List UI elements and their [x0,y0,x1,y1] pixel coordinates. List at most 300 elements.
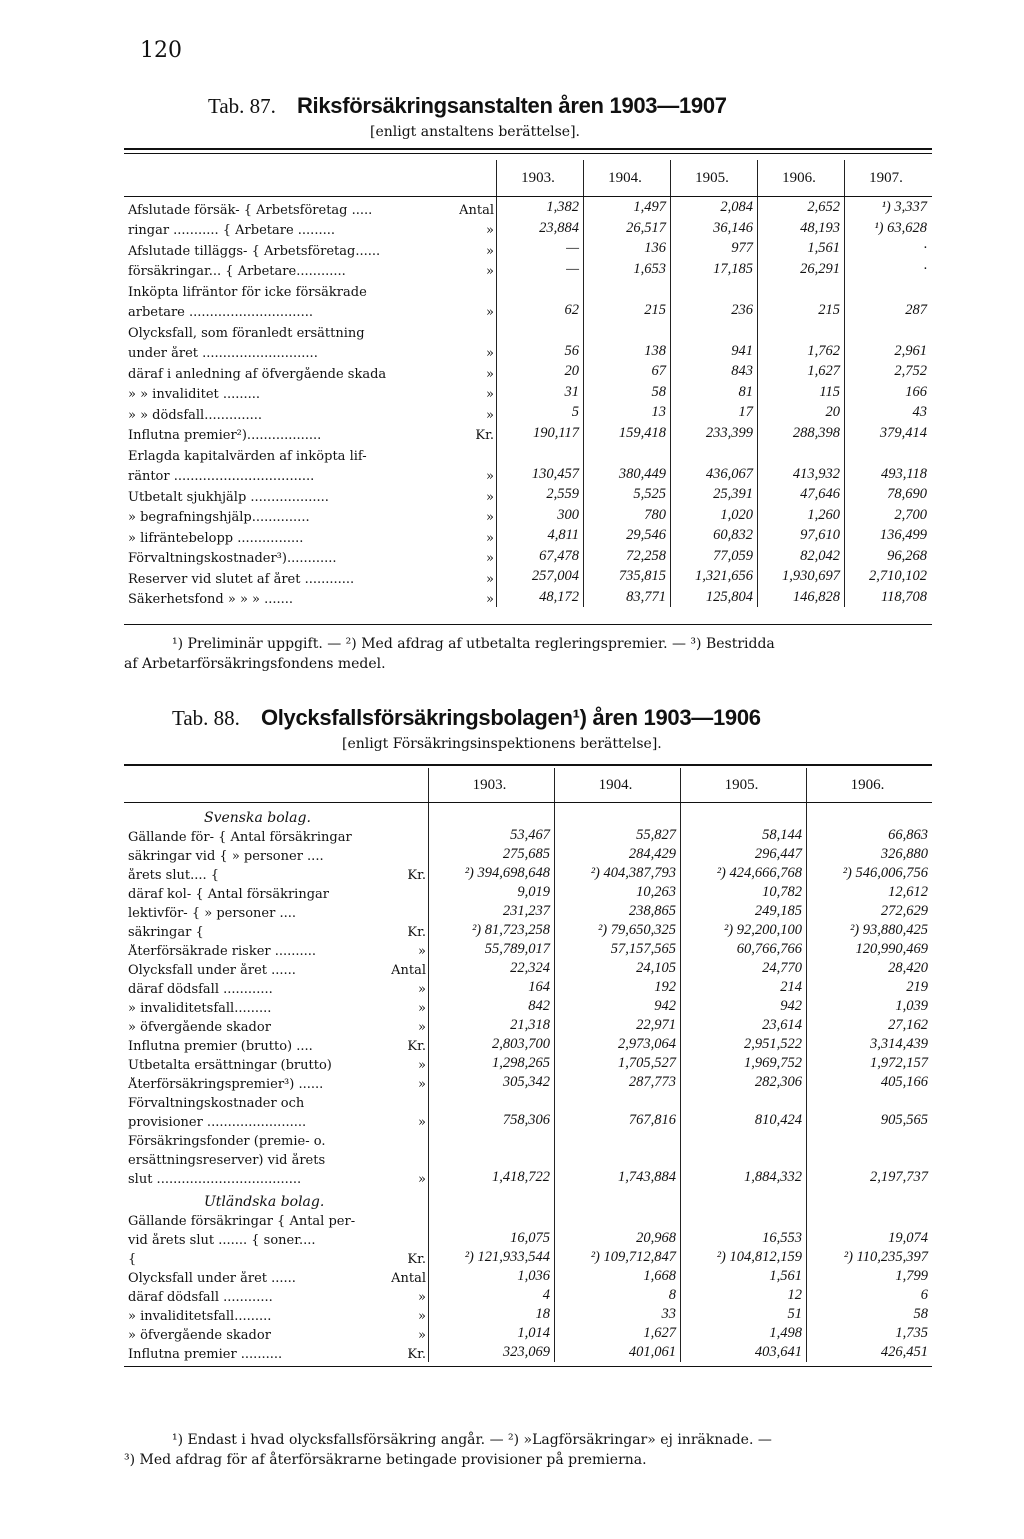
tab87-row-label: Afslutade försäk- { Arbetsföretag ..... [128,202,373,218]
tab87-bottom-rule [124,624,932,625]
tab87-row-unit: » [486,305,494,320]
tab87-cell: 72,258 [583,546,670,567]
tab88-cell [428,1130,554,1149]
tab87-row [124,218,932,239]
tab87-cell [670,320,757,341]
tab87-cell: 1,260 [757,505,844,526]
tab88-cell: 942 [554,997,680,1016]
tab88-row-unit: » [418,944,426,959]
tab88-row-label: { [128,1252,137,1267]
tab88-cell: 1,014 [428,1324,554,1343]
tab87-cell: 1,627 [757,361,844,382]
tab88-footnote-1: ¹) Endast i hvad olycksfallsförsäkring angår. — ²) »Lagförsäkringar» ej inräknade. — [172,1432,772,1448]
tab87-row-unit: » [486,530,494,546]
tab88-section-cell-foreign-3 [806,1187,932,1210]
tab88-cell: ²) 109,712,847 [554,1248,680,1267]
tab88-section-label-foreign: Utländska bolag. [204,1194,325,1210]
tab88-cell [428,1210,554,1229]
tab88-cell: ²) 81,723,258 [428,921,554,940]
tab88-cell: 164 [428,978,554,997]
tab88-row-label: däraf dödsfall ............ [128,1290,273,1305]
tab88-row [124,1286,932,1305]
tab88-cell: 22,971 [554,1016,680,1035]
tab88-row [124,864,932,883]
tab88-row-unit: Kr. [407,1039,426,1054]
tab88-section-foreign [124,1187,932,1210]
tab88-row [124,1054,932,1073]
tab88-cell: 1,735 [806,1324,932,1343]
tab87-cell: 2,652 [757,197,844,218]
tab88-row [124,826,932,845]
tab88-row-label: Återförsäkrade risker .......... [128,944,317,959]
tab87-cell: 288,398 [757,423,844,444]
tab87-cell [583,279,670,300]
tab87-cell [496,279,583,300]
tab88-row-label: » invaliditetsfall......... [128,1309,272,1324]
tab88-footnote-2: ³) Med afdrag för af återförsäkrarne betingade provisioner på premierna. [124,1452,647,1468]
tab88-row [124,902,932,921]
tab87-cell: 2,700 [844,505,931,526]
tab87-cell [844,320,931,341]
tab87-cell: 118,708 [844,587,931,608]
tab87-row-unit: » [486,551,494,566]
tab88-row-unit: » [418,1058,426,1073]
tab88-section-cell-foreign-0 [428,1187,554,1210]
tab88-cell: ²) 79,650,325 [554,921,680,940]
tab87-row [124,320,932,341]
tab87-row-label: Säkerhetsfond » » » ....... [128,592,294,607]
tab88-year-3: 1906. [806,768,932,802]
tab88-cell: 21,318 [428,1016,554,1035]
tab88-cell: 305,342 [428,1073,554,1092]
tab88-title: Olycksfallsförsäkringsbolagen¹) åren 1903—1906 [260,705,761,730]
tab87-cell: 29,546 [583,525,670,546]
tab88-cell: 767,816 [554,1111,680,1130]
tab87-cell: ¹) 63,628 [844,218,931,239]
tab87-year-1: 1904. [583,160,670,196]
tab87-row-label: Olycksfall, som föranledt ersättning [128,325,365,341]
tab87-cell: — [496,238,583,259]
tab87-cell [583,320,670,341]
tab88-cell: 810,424 [680,1111,806,1130]
tab88-row [124,845,932,864]
tab87-cell: 17 [670,402,757,423]
tab87-cell [583,443,670,464]
tab88-cell: 6 [806,1286,932,1305]
tab88-cell: 282,306 [680,1073,806,1092]
tab88-row-unit: Kr. [407,1252,426,1267]
tab88-cell: 16,553 [680,1229,806,1248]
tab87-row [124,259,932,280]
tab87-cell [670,279,757,300]
tab88-row-label: Influtna premier (brutto) .... [128,1039,313,1054]
tab87-row-unit: » [486,571,494,587]
tab88-section-domestic [124,803,932,826]
tab88-cell: 275,685 [428,845,554,864]
tab87-row-unit: » [486,489,494,505]
tab87-cell: 67,478 [496,546,583,567]
tab88-cell: 272,629 [806,902,932,921]
tab87-cell: 233,399 [670,423,757,444]
tab88-cell: 53,467 [428,826,554,845]
tab87-cell: 62 [496,300,583,321]
tab88-year-1: 1904. [554,768,680,802]
tab87-cell: 56 [496,341,583,362]
tab87-cell: 257,004 [496,566,583,587]
tab87-cell: 4,811 [496,525,583,546]
tab88-cell [554,1092,680,1111]
tab87-heading [208,93,727,119]
tab87-cell: 843 [670,361,757,382]
tab88-row-unit: » [418,1290,426,1305]
tab88-row-unit: Antal [391,963,426,978]
tab87-cell: 77,059 [670,546,757,567]
tab88-cell: 27,162 [806,1016,932,1035]
tab88-row-label: slut ................................... [128,1172,302,1187]
tab87-label: Tab. 87. [208,94,276,118]
tab87-cell: 287 [844,300,931,321]
tab87-cell [757,443,844,464]
tab88-row-unit: » [418,1077,426,1092]
tab88-row-label: ersättningsreserver) vid årets [128,1153,326,1168]
tab88-row-unit: Kr. [407,925,426,940]
tab87-cell: 26,517 [583,218,670,239]
tab88-cell [806,1149,932,1168]
tab88-cell: 8 [554,1286,680,1305]
tab88-cell [680,1130,806,1149]
tab88-row-label: säkringar { [128,925,204,940]
tab87-cell: 1,020 [670,505,757,526]
tab87-cell: ¹) 3,337 [844,197,931,218]
tab87-cell: 60,832 [670,525,757,546]
tab87-row-label: försäkringar... { Arbetare............ [128,264,346,279]
tab88-label: Tab. 88. [172,706,240,730]
tab88-cell: 1,627 [554,1324,680,1343]
tab87-footnote-1: ¹) Preliminär uppgift. — ²) Med afdrag af utbetalta regleringspremier. — ³) Bestridda [172,636,775,652]
tab88-cell: 9,019 [428,883,554,902]
tab88-cell: 58 [806,1305,932,1324]
tab88-cell: 58,144 [680,826,806,845]
tab88-cell: 20,968 [554,1229,680,1248]
tab87-cell: 2,084 [670,197,757,218]
tab88-cell: 18 [428,1305,554,1324]
tab88-section-cell-foreign-2 [680,1187,806,1210]
tab88-row-unit: » [418,1001,426,1016]
tab87-row-label: Influtna premier²).................. [128,428,322,443]
tab88-cell: 296,447 [680,845,806,864]
tab88-row-label: Gällande försäkringar { Antal per- [128,1214,356,1229]
tab88-row [124,1343,932,1362]
tab87-row-label: Förvaltningskostnader³)............ [128,551,337,566]
tab88-row [124,883,932,902]
tab88-row-label: provisioner ........................ [128,1115,307,1130]
tab87-cell: 23,884 [496,218,583,239]
tab87-cell: 1,497 [583,197,670,218]
tab88-header-row [124,768,932,803]
tab87-cell: 380,449 [583,464,670,485]
tab88-cell: 1,972,157 [806,1054,932,1073]
tab87-row-label: arbetare .............................. [128,305,313,320]
tab87-cell: 1,321,656 [670,566,757,587]
tab88-cell: 1,498 [680,1324,806,1343]
tab87-row [124,197,932,218]
tab87-row-label: däraf i anledning af öfvergående skada [128,366,387,382]
tab87-cell: 413,932 [757,464,844,485]
tab87-cell: 379,414 [844,423,931,444]
tab88-cell: 10,263 [554,883,680,902]
tab87-row-unit: » [486,469,494,484]
tab88-row-label: säkringar vid { » personer .... [128,849,324,864]
tab88-cell [554,1210,680,1229]
tab87-table [124,160,932,607]
tab87-row [124,279,932,300]
tab87-row-unit: » [486,366,494,382]
tab88-section-label-domestic: Svenska bolag. [204,810,311,826]
tab88-cell: 287,773 [554,1073,680,1092]
tab87-row-label: » begrafningshjälp.............. [128,510,310,525]
tab87-cell: 780 [583,505,670,526]
tab87-row [124,443,932,464]
tab88-cell: ²) 92,200,100 [680,921,806,940]
tab87-row [124,238,932,259]
tab88-row [124,1130,932,1149]
tab88-section-cell-domestic-0 [428,803,554,826]
tab88-row-label: » öfvergående skador [128,1328,271,1343]
tab88-cell: 10,782 [680,883,806,902]
tab87-cell: 5 [496,402,583,423]
tab88-cell [680,1210,806,1229]
tab87-cell: 2,961 [844,341,931,362]
tab88-cell [428,1092,554,1111]
tab88-row-unit: » [418,1328,426,1343]
tab87-row [124,464,932,485]
tab87-cell: 436,067 [670,464,757,485]
tab87-cell: 2,559 [496,484,583,505]
tab87-row [124,361,932,382]
tab88-row [124,1229,932,1248]
tab88-row-label: Försäkringsfonder (premie- o. [128,1134,326,1149]
tab88-cell: 905,565 [806,1111,932,1130]
tab87-row-label: räntor .................................. [128,469,315,484]
tab87-row-unit: » [486,223,494,238]
tab87-row [124,341,932,362]
tab87-cell: 48,172 [496,587,583,608]
tab88-cell: 12 [680,1286,806,1305]
tab88-cell: 55,827 [554,826,680,845]
tab88-cell: 1,884,332 [680,1168,806,1187]
tab88-cell: 1,705,527 [554,1054,680,1073]
tab88-cell [554,1130,680,1149]
tab88-row [124,959,932,978]
tab88-bottom-rule [124,1366,932,1367]
tab87-row-unit: » [486,346,494,361]
tab87-cell: 31 [496,382,583,403]
tab87-row-label: ringar ........... { Arbetare ......... [128,223,335,238]
tab87-row-label: » » dödsfall.............. [128,407,263,423]
tab88-row [124,1111,932,1130]
tab88-section-cell-domestic-2 [680,803,806,826]
tab87-cell: 97,610 [757,525,844,546]
tab88-cell: 1,743,884 [554,1168,680,1187]
tab87-row-unit: » [486,510,494,525]
tab88-cell: 403,641 [680,1343,806,1362]
tab88-cell: 55,789,017 [428,940,554,959]
tab88-section-cell-domestic-3 [806,803,932,826]
tab88-cell: ²) 121,933,544 [428,1248,554,1267]
tab87-top-rule [124,148,932,150]
tab88-cell: ²) 93,880,425 [806,921,932,940]
tab87-cell: 5,525 [583,484,670,505]
tab88-cell: 3,314,439 [806,1035,932,1054]
tab88-row-label: däraf kol- { Antal försäkringar [128,887,329,902]
tab87-footnote-2: af Arbetarförsäkringsfondens medel. [124,656,386,672]
tab87-cell [670,443,757,464]
tab87-cell: 977 [670,238,757,259]
tab87-cell: 300 [496,505,583,526]
tab87-cell: 125,804 [670,587,757,608]
tab87-row [124,525,932,546]
tab87-cell: 26,291 [757,259,844,280]
tab88-cell: ²) 424,666,768 [680,864,806,883]
tab87-row [124,587,932,608]
tab88-cell: ²) 110,235,397 [806,1248,932,1267]
tab87-cell: 2,710,102 [844,566,931,587]
tab87-cell: 20 [757,402,844,423]
tab87-year-3: 1906. [757,160,844,196]
tab87-cell: 735,815 [583,566,670,587]
tab87-row [124,546,932,567]
tab88-heading [172,705,761,731]
tab87-cell [844,443,931,464]
tab88-cell: 2,803,700 [428,1035,554,1054]
tab88-cell: 33 [554,1305,680,1324]
tab88-row-label: Olycksfall under året ...... [128,1271,296,1286]
tab87-top-rule-2 [124,153,932,154]
tab88-row [124,978,932,997]
tab88-cell: 1,969,752 [680,1054,806,1073]
tab88-row-label: » invaliditetsfall......... [128,1001,272,1016]
tab87-cell [757,320,844,341]
tab88-row [124,1035,932,1054]
tab87-row [124,484,932,505]
tab87-cell: 13 [583,402,670,423]
tab88-cell: 426,451 [806,1343,932,1362]
tab88-cell: 1,039 [806,997,932,1016]
tab87-cell: 43 [844,402,931,423]
tab88-cell: 238,865 [554,902,680,921]
tab88-cell: ²) 104,812,159 [680,1248,806,1267]
tab87-cell: 159,418 [583,423,670,444]
tab88-row-unit: Kr. [407,1347,426,1362]
tab88-cell: 24,770 [680,959,806,978]
tab87-row [124,300,932,321]
tab88-cell: 214 [680,978,806,997]
tab88-section-cell-foreign-1 [554,1187,680,1210]
tab87-cell: · [844,238,931,259]
tab88-cell: 28,420 [806,959,932,978]
tab88-row [124,1324,932,1343]
tab87-cell: 81 [670,382,757,403]
tab88-cell: 12,612 [806,883,932,902]
tab88-cell [428,1149,554,1168]
tab87-cell: — [496,259,583,280]
tab87-cell: 67 [583,361,670,382]
tab87-cell: 493,118 [844,464,931,485]
tab88-row [124,1210,932,1229]
tab87-cell: 48,193 [757,218,844,239]
tab87-cell: 2,752 [844,361,931,382]
tab88-row [124,1092,932,1111]
tab87-cell: 58 [583,382,670,403]
tab87-row [124,423,932,444]
tab88-row [124,1305,932,1324]
tab87-cell: 1,930,697 [757,566,844,587]
tab87-row-unit: » [486,387,494,402]
tab88-year-0: 1903. [428,768,554,802]
tab87-row-label: Erlagda kapitalvärden af inköpta lif- [128,448,367,464]
tab87-year-0: 1903. [496,160,583,196]
tab87-cell: 25,391 [670,484,757,505]
tab88-row-unit: » [418,1020,426,1035]
tab88-cell: 192 [554,978,680,997]
tab87-cell: 47,646 [757,484,844,505]
tab88-row-unit: » [418,1115,426,1130]
tab87-cell: 1,762 [757,341,844,362]
tab88-table [124,768,932,1362]
tab87-cell: 941 [670,341,757,362]
tab88-cell: 2,973,064 [554,1035,680,1054]
tab87-cell [496,443,583,464]
tab88-cell: 758,306 [428,1111,554,1130]
tab87-cell: 236 [670,300,757,321]
tab88-cell [554,1149,680,1168]
tab88-row-unit: » [418,1172,426,1187]
tab88-row [124,1149,932,1168]
tab88-cell: 4 [428,1286,554,1305]
tab88-cell: 24,105 [554,959,680,978]
tab88-cell: 942 [680,997,806,1016]
tab87-cell: 1,653 [583,259,670,280]
tab87-cell: 146,828 [757,587,844,608]
tab88-cell [680,1149,806,1168]
tab88-row [124,940,932,959]
tab88-cell: 1,668 [554,1267,680,1286]
tab88-cell: 842 [428,997,554,1016]
tab88-cell: 19,074 [806,1229,932,1248]
tab88-cell: 1,561 [680,1267,806,1286]
tab87-row-label: » » invaliditet ......... [128,387,261,402]
tab88-cell: 23,614 [680,1016,806,1035]
tab87-row-unit: » [486,264,494,279]
tab87-cell: 36,146 [670,218,757,239]
tab87-row-label: Inköpta lifräntor för icke försäkrade [128,284,367,300]
tab88-cell: ²) 394,698,648 [428,864,554,883]
tab88-row [124,1248,932,1267]
tab88-cell: 60,766,766 [680,940,806,959]
tab88-row-label: däraf dödsfall ............ [128,982,273,997]
tab88-row-label: Gällande för- { Antal försäkringar [128,830,352,845]
tab87-cell [757,279,844,300]
tab88-row-label: Olycksfall under året ...... [128,963,296,978]
tab88-cell: 323,069 [428,1343,554,1362]
tab87-row-unit: Antal [459,202,494,218]
tab88-row-unit: Kr. [407,868,426,883]
tab88-row-label: Förvaltningskostnader och [128,1096,305,1111]
tab87-row-unit: » [486,243,494,259]
tab88-top-rule [124,764,932,766]
tab87-subtitle: [enligt anstaltens berättelse]. [370,124,580,140]
tab87-cell [844,279,931,300]
